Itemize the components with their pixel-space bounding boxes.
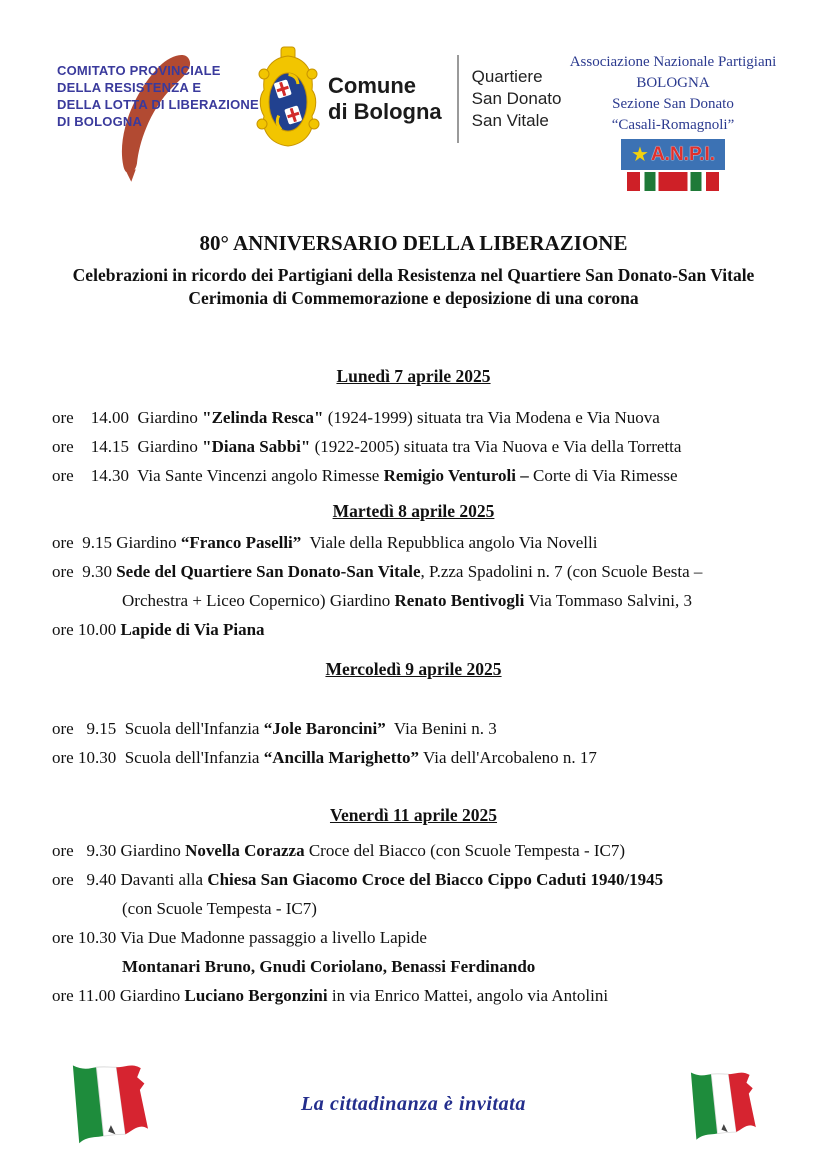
anpi-line: “Casali-Romagnoli” bbox=[611, 117, 735, 133]
event-line: ore 14.00 Giardino "Zelinda Resca" (1924-1999) situata tra Via Modena e Via Nuova bbox=[52, 408, 660, 427]
anpi-ribbon-icon bbox=[627, 172, 719, 191]
event-line: ore 14.30 Via Sante Vincenzi angolo Rimesse Remigio Venturoli – Corte di Via Rimesse bbox=[52, 466, 678, 485]
quartiere-line: San Vitale bbox=[471, 111, 549, 130]
quartiere-line: Quartiere bbox=[471, 67, 543, 86]
event-line: ore 9.15 Giardino “Franco Paselli” Viale della Repubblica angolo Via Novelli bbox=[52, 533, 598, 552]
anpi-line: Sezione San Donato bbox=[612, 96, 734, 112]
main-content bbox=[52, 230, 775, 1010]
comune-name-line: di Bologna bbox=[328, 99, 442, 124]
comitato-text bbox=[57, 62, 272, 130]
anpi-flag-logo bbox=[621, 139, 725, 170]
event-line: ore 9.30 Giardino Novella Corazza Croce del Biacco (con Scuole Tempesta - IC7) bbox=[52, 841, 626, 860]
event-line: ore 14.15 Giardino "Diana Sabbi" (1922-2005) situata tra Via Nuova e Via della Torretta bbox=[52, 437, 682, 456]
event-line: ore 9.30 Sede del Quartiere San Donato-San Vitale, P.zza Spadolini n. 7 (con Scuole Besta – bbox=[52, 562, 703, 581]
anpi-line: BOLOGNA bbox=[636, 75, 710, 91]
event-line: ore 10.00 Lapide di Via Piana bbox=[52, 620, 265, 639]
comitato-line: DELLA RESISTENZA E bbox=[57, 80, 202, 95]
subtitle-line-1: Celebrazioni in ricordo dei Partigiani della Resistenza nel Quartiere San Donato-San Vitale bbox=[72, 265, 755, 285]
comitato-logo bbox=[57, 62, 272, 177]
star-icon: ★ bbox=[631, 143, 649, 166]
comitato-line: COMITATO PROVINCIALE bbox=[57, 63, 221, 78]
invite-text: La cittadinanza è invitata bbox=[300, 1093, 527, 1115]
event-line: Orchestra + Liceo Copernico) Giardino Renato Bentivogli Via Tommaso Salvini, 3 bbox=[122, 591, 693, 610]
event-section bbox=[52, 656, 775, 772]
anpi-line: Associazione Nazionale Partigiani bbox=[569, 54, 777, 70]
event-line: (con Scuole Tempesta - IC7) bbox=[122, 899, 317, 918]
anpi-logo-label: A.N.P.I. bbox=[650, 143, 715, 165]
event-line: Montanari Bruno, Gnudi Coriolano, Benassi Ferdinando bbox=[122, 957, 536, 976]
comune-logo-group bbox=[256, 46, 561, 152]
event-line: ore 9.15 Scuola dell'Infanzia “Jole Baroncini” Via Benini n. 3 bbox=[52, 719, 497, 738]
comune-wordmark bbox=[328, 73, 442, 125]
quartiere-line: San Donato bbox=[471, 89, 562, 108]
section-heading: Mercoledì 9 aprile 2025 bbox=[325, 659, 502, 679]
page-title: 80° ANNIVERSARIO DELLA LIBERAZIONE bbox=[199, 231, 628, 255]
section-heading: Martedì 8 aprile 2025 bbox=[332, 501, 495, 521]
comune-name-line: Comune bbox=[328, 73, 416, 98]
section-heading: Venerdì 11 aprile 2025 bbox=[329, 805, 498, 825]
event-line: ore 9.40 Davanti alla Chiesa San Giacomo Croce del Biacco Cippo Caduti 1940/1945 bbox=[52, 870, 664, 889]
event-section bbox=[52, 363, 775, 490]
title-block bbox=[52, 230, 775, 310]
section-heading: Lunedì 7 aprile 2025 bbox=[336, 366, 491, 386]
event-section bbox=[52, 498, 775, 644]
subtitles bbox=[52, 264, 775, 310]
anpi-header bbox=[548, 52, 798, 191]
logo-divider bbox=[457, 55, 459, 143]
subtitle-line-2: Cerimonia di Commemorazione e deposizione di una corona bbox=[188, 288, 639, 308]
anpi-text bbox=[548, 52, 798, 136]
sections bbox=[52, 363, 775, 1010]
event-section bbox=[52, 802, 775, 1010]
bologna-coat-of-arms-icon bbox=[256, 46, 320, 152]
event-line: ore 10.30 Via Due Madonne passaggio a livello Lapide bbox=[52, 928, 427, 947]
event-line: ore 10.30 Scuola dell'Infanzia “Ancilla Marighetto” Via dell'Arcobaleno n. 17 bbox=[52, 748, 597, 767]
event-line: ore 11.00 Giardino Luciano Bergonzini in via Enrico Mattei, angolo via Antolini bbox=[52, 986, 609, 1005]
comitato-line: DI BOLOGNA bbox=[57, 114, 143, 129]
comitato-line: DELLA LOTTA DI LIBERAZIONE bbox=[57, 97, 259, 112]
